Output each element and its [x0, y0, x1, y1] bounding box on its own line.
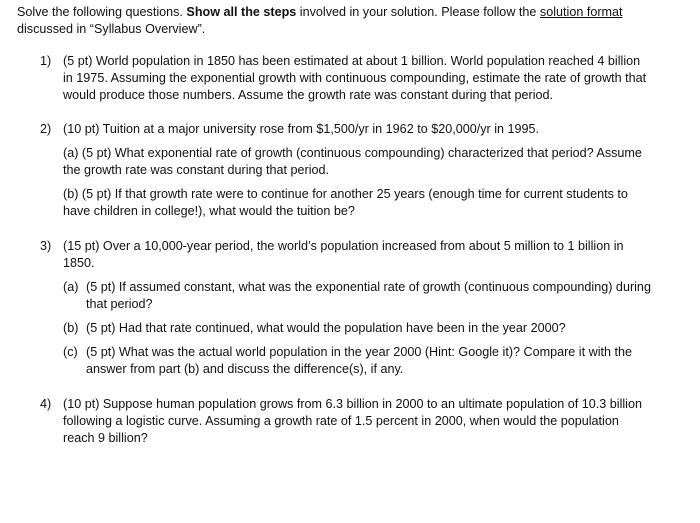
instructions-text-1: Solve the following questions. — [17, 5, 187, 19]
question-3-part-c — [63, 344, 653, 378]
question-text: (5 pt) World population in 1850 has been estimated at about 1 billion. World population reached 4 billion in 1975. Assuming the exponential growth with continuous compounding, estimate the rate of growth that would produce those numbers. Assume the growth rate was constant during that period. — [63, 54, 647, 102]
question-3-part-b — [63, 320, 653, 337]
question-number: 4) — [40, 397, 52, 411]
instructions — [17, 4, 657, 38]
solution-format-link[interactable]: solution format — [539, 5, 623, 19]
question-4 — [17, 396, 653, 447]
part-label: (a) — [63, 280, 79, 294]
part-label: (b) — [63, 321, 79, 335]
question-3-part-a — [63, 279, 653, 313]
question-text: (15 pt) Over a 10,000-year period, the world’s population increased from about 5 million to 1 billion in 1850. — [63, 239, 624, 270]
question-2 — [17, 121, 653, 220]
instructions-text-3: discussed in “Syllabus Overview”. — [17, 22, 206, 36]
part-text: (5 pt) What was the actual world population in the year 2000 (Hint: Google it)? Compare it with the answer from part (b) and discuss the difference(s), if any. — [86, 345, 633, 376]
part-text: (5 pt) Had that rate continued, what would the population have been in the year 2000? — [86, 321, 566, 335]
part-label: (c) — [63, 345, 78, 359]
question-3 — [17, 238, 653, 378]
part-text: (5 pt) If assumed constant, what was the exponential rate of growth (continuous compounding) during that period? — [86, 280, 651, 311]
question-text: (10 pt) Tuition at a major university rose from $1,500/yr in 1962 to $20,000/yr in 1995. — [63, 122, 540, 136]
question-number: 1) — [40, 54, 52, 68]
question-text: (10 pt) Suppose human population grows from 6.3 billion in 2000 to an ultimate population of 10.3 billion following a logistic curve. Assuming a growth rate of 1.5 percent in 2000, when would the population reach 9 billion? — [63, 397, 642, 445]
instructions-bold: Show all the steps — [186, 5, 297, 19]
question-2-part-b: (b) (5 pt) If that growth rate were to continue for another 25 years (enough time for current students to have children in college!), what would the tuition be? — [63, 187, 628, 218]
question-number: 2) — [40, 122, 52, 136]
question-1 — [17, 53, 653, 104]
question-number: 3) — [40, 239, 52, 253]
question-2-part-a: (a) (5 pt) What exponential rate of growth (continuous compounding) characterized that period? Assume the growth rate was constant during that period. — [63, 146, 642, 177]
instructions-text-2: involved in your solution. Please follow the — [296, 5, 540, 19]
